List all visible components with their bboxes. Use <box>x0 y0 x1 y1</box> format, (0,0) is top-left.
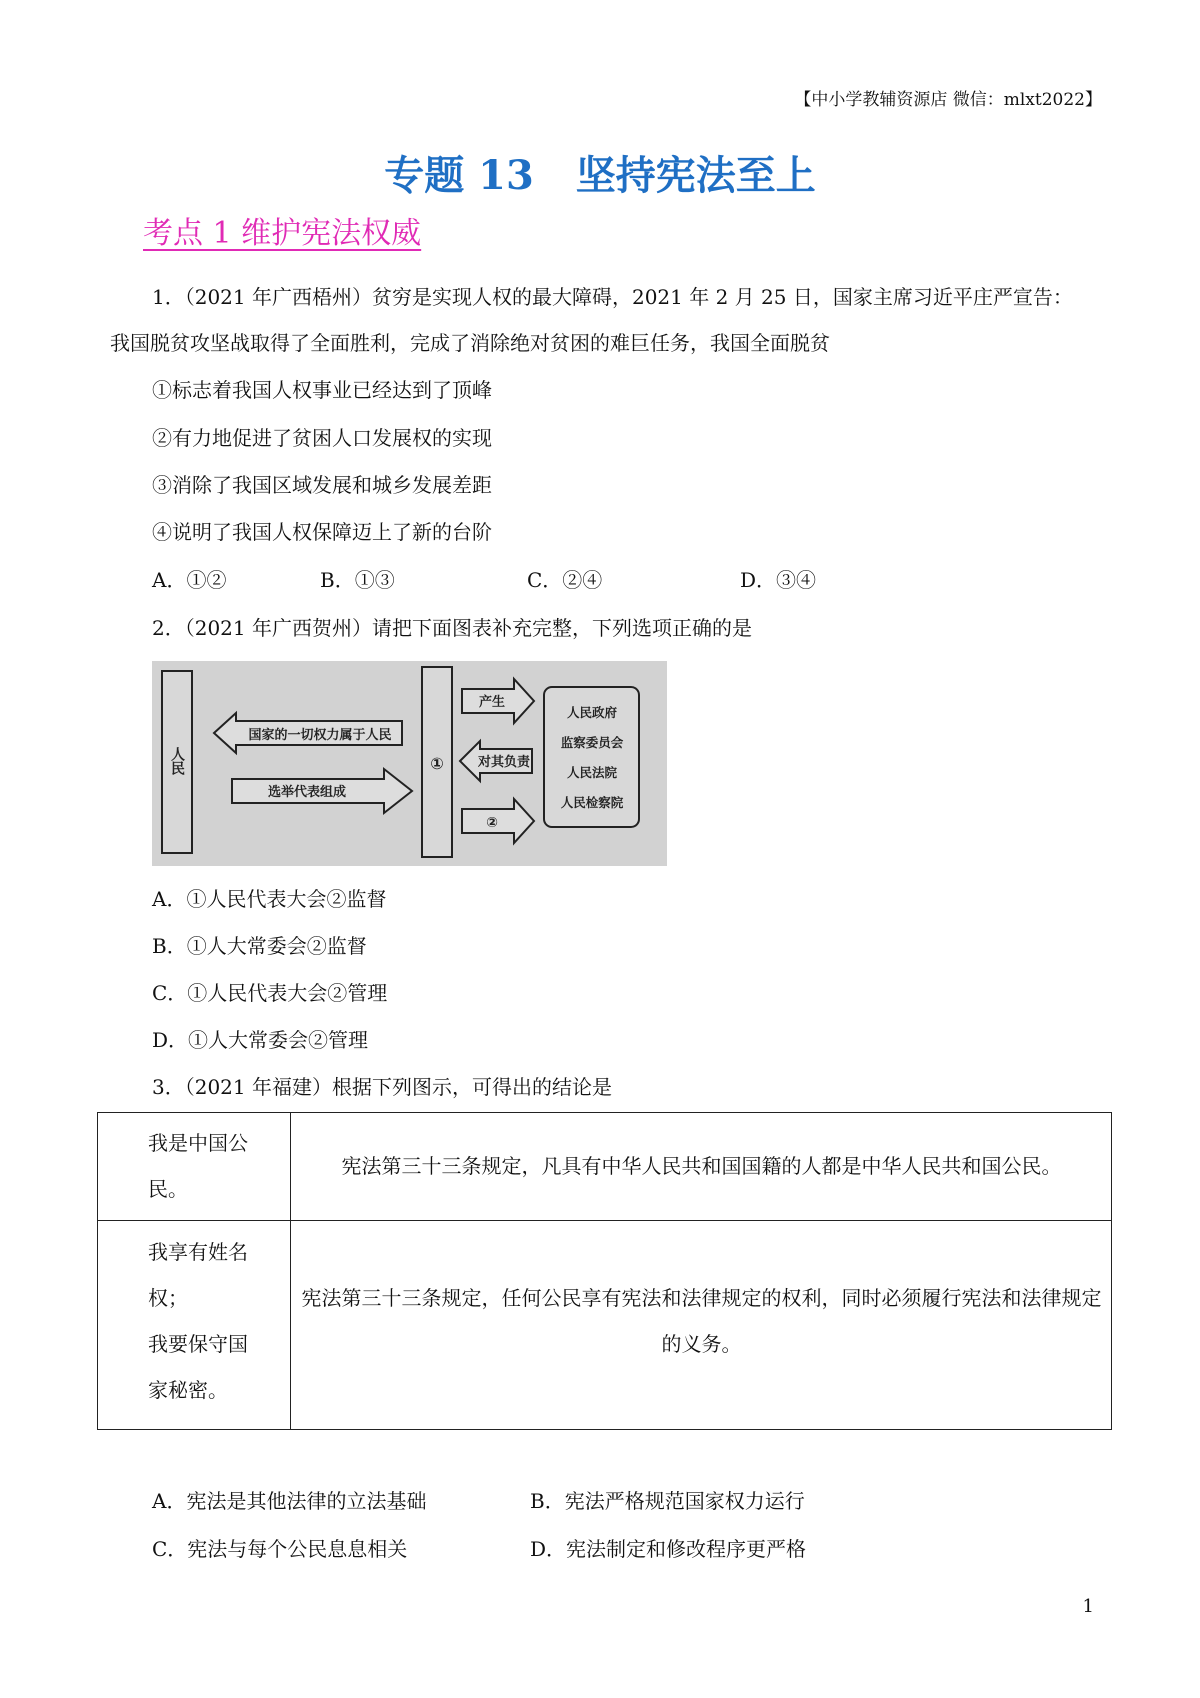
section-heading: 考点 1 维护宪法权威 <box>143 216 422 251</box>
q3-table <box>97 1112 1112 1430</box>
table-cell-left-1: 我享有姓名权； <box>148 1240 248 1310</box>
arrow-elect-label: 选举代表组成 <box>267 785 347 800</box>
q2-diagram <box>152 661 667 866</box>
q3-option-d[interactable]: D．宪法制定和修改程序更严格 <box>530 1537 807 1561</box>
arrow-responsible-label: 对其负责 <box>477 755 531 770</box>
table-row <box>98 1113 1111 1221</box>
q2-option-a[interactable]: A．①人民代表大会②监督 <box>152 887 387 911</box>
q1-option-d[interactable]: D．③④ <box>740 568 817 592</box>
q1-option-c[interactable]: C．②④ <box>527 568 603 592</box>
page-title <box>0 148 1200 204</box>
q2-stem: 2．（2021 年广西贺州）请把下面图表补充完整，下列选项正确的是 <box>152 616 752 640</box>
q2-option-b[interactable]: B．①人大常委会②监督 <box>152 934 367 958</box>
q1-item-3: ③消除了我国区域发展和城乡发展差距 <box>152 473 492 497</box>
q2-option-d[interactable]: D．①人大常委会②管理 <box>152 1028 369 1052</box>
table-cell-left-2: 我要保守国家秘密。 <box>148 1332 248 1402</box>
q3-option-c[interactable]: C．宪法与每个公民息息相关 <box>152 1537 408 1561</box>
q3-option-a[interactable]: A．宪法是其他法律的立法基础 <box>152 1489 427 1513</box>
q1-item-2: ②有力地促进了贫困人口发展权的实现 <box>152 426 492 450</box>
table-cell-left: 我是中国公民。 <box>148 1131 248 1201</box>
arrow-blank2 <box>462 799 534 843</box>
organ-2: 监察委员会 <box>560 735 624 750</box>
q1-option-a[interactable]: A．①② <box>152 568 227 592</box>
title-part2: 坚持宪法至上 <box>575 152 816 199</box>
q1-stem-line2: 我国脱贫攻坚战取得了全面胜利，完成了消除绝对贫困的难巨任务，我国全面脱贫 <box>110 331 830 355</box>
table-cell-right: 宪法第三十三条规定，任何公民享有宪法和法律规定的权利，同时必须履行宪法和法律规定的义务。 <box>301 1286 1102 1356</box>
blank1-label: ① <box>430 754 444 773</box>
title-part1: 专题 13 <box>384 152 534 199</box>
organ-1: 人民政府 <box>566 705 618 720</box>
q3-option-b[interactable]: B．宪法严格规范国家权力运行 <box>530 1489 805 1513</box>
organ-3: 人民法院 <box>566 765 618 780</box>
arrow-blank2-label: ② <box>486 815 498 831</box>
table-row <box>98 1221 1111 1429</box>
q3-stem: 3．（2021 年福建）根据下列图示，可得出的结论是 <box>152 1075 612 1099</box>
people-label: 人民 <box>169 747 185 775</box>
q1-item-4: ④说明了我国人权保障迈上了新的台阶 <box>152 520 492 544</box>
q1-stem-line1: 1．（2021 年广西梧州）贫穷是实现人权的最大障碍，2021 年 2 月 25 日，国家主席习近平庄严宣告： <box>152 285 1073 309</box>
page-number: 1 <box>1082 1596 1094 1617</box>
organ-4: 人民检察院 <box>560 795 624 810</box>
arrow-power-label: 国家的一切权力属于人民 <box>248 728 392 743</box>
q2-option-c[interactable]: C．①人民代表大会②管理 <box>152 981 388 1005</box>
q1-option-b[interactable]: B．①③ <box>320 568 395 592</box>
table-cell-right: 宪法第三十三条规定，凡具有中华人民共和国国籍的人都是中华人民共和国公民。 <box>341 1154 1062 1178</box>
header-note: 【中小学教辅资源店 微信：mlxt2022】 <box>794 90 1102 110</box>
q1-item-1: ①标志着我国人权事业已经达到了顶峰 <box>152 378 492 402</box>
arrow-produce-label: 产生 <box>478 695 506 710</box>
